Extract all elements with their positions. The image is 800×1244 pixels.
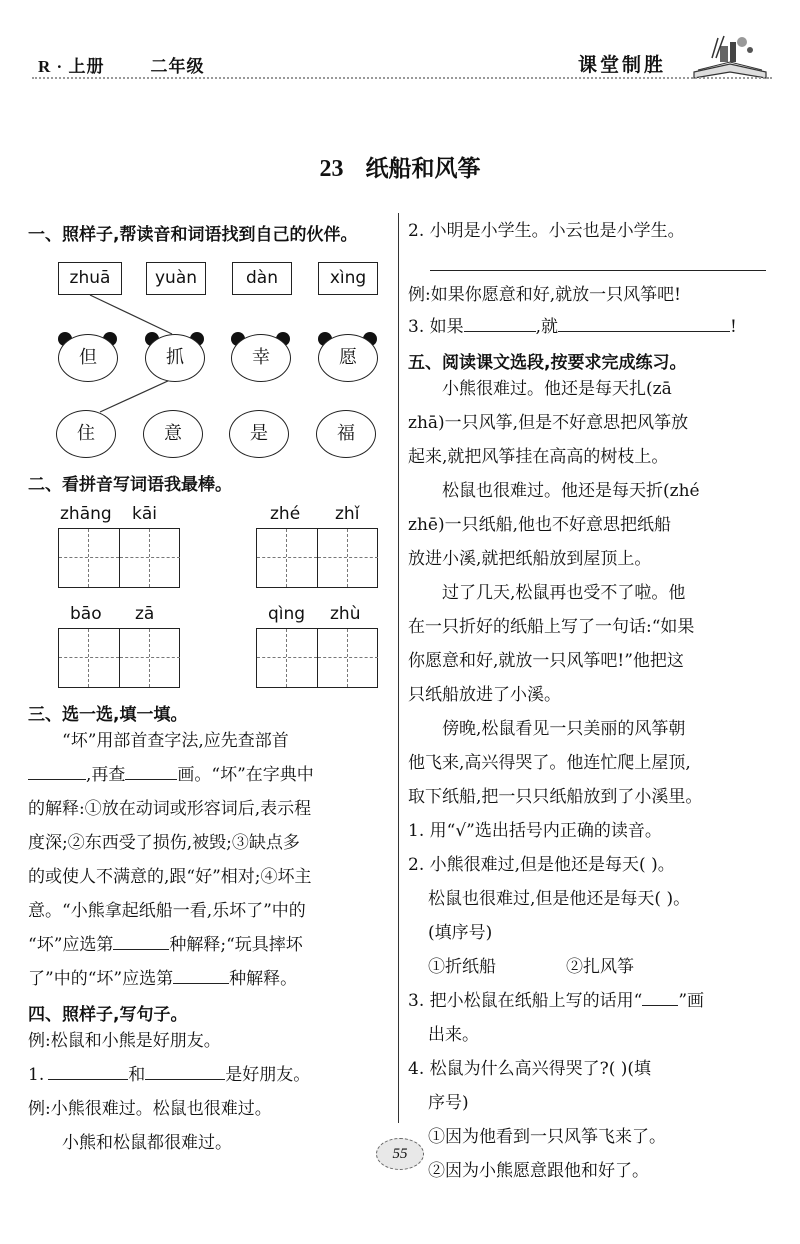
q3-body <box>28 724 390 996</box>
pinyin-text: zhé <box>270 504 301 524</box>
char-circle: 是 <box>229 410 289 458</box>
q3-line: “坏”用部首查字法,应先查部首 <box>62 731 289 751</box>
writing-grid[interactable] <box>256 628 378 688</box>
q3-line: 意。“小熊拿起纸船一看,乐坏了”中的 <box>28 901 306 921</box>
example-sentence: 例:小熊很难过。松鼠也很难过。 <box>28 1099 272 1119</box>
passage-line: 小熊很难过。他还是每天扎(zā <box>442 379 672 399</box>
passage-line: zhā)一只风筝,但是不好意思把风筝放 <box>408 413 689 433</box>
writing-grid[interactable] <box>58 528 180 588</box>
pinyin-text: kāi <box>132 504 157 524</box>
lesson-number: 23 <box>319 156 344 182</box>
q5-question: 4. 松鼠为什么高兴得哭了?( )(填 <box>408 1059 652 1079</box>
passage-line: zhē)一只纸船,他也不好意思把纸船 <box>408 515 672 535</box>
writing-grid[interactable] <box>58 628 180 688</box>
edition-label: R · 上册 <box>38 57 105 76</box>
pinyin-text: zhù <box>330 604 361 624</box>
q3-line: 的或使人不满意的,跟“好”相对;④坏主 <box>28 867 312 887</box>
passage-line: 过了几天,松鼠再也受不了啦。他 <box>442 583 686 603</box>
answer-blank[interactable] <box>48 1059 128 1080</box>
lesson-name: 纸船和风筝 <box>365 156 481 182</box>
q5-option: ①因为他看到一只风筝飞来了。 <box>428 1127 666 1147</box>
pinyin-box: dàn <box>232 262 292 295</box>
passage-line: 傍晚,松鼠看见一只美丽的风筝朝 <box>442 719 686 739</box>
q4-item-1: 1. 和 是好朋友。 <box>28 1058 390 1092</box>
answer-blank[interactable] <box>113 929 169 950</box>
q3-heading: 三、选一选,填一填。 <box>28 705 188 725</box>
q5-question: 出来。 <box>428 1025 479 1045</box>
char-circle: 福 <box>316 410 376 458</box>
pinyin-box: yuàn <box>146 262 206 295</box>
example-sentence: 小熊和松鼠都很难过。 <box>62 1133 232 1153</box>
q5-note: 序号) <box>428 1093 469 1113</box>
pinyin-text: zhāng <box>60 504 112 524</box>
q4-heading: 四、照样子,写句子。 <box>28 1005 188 1025</box>
q5-options <box>408 950 770 984</box>
passage-line: 起来,就把风筝挂在高高的树枝上。 <box>408 447 669 467</box>
pinyin-text: qìng <box>268 604 306 624</box>
char-circle: 愿 <box>318 334 378 382</box>
q5-option: ②因为小熊愿意跟他和好了。 <box>428 1161 649 1181</box>
q5-question: 3. 把小松鼠在纸船上写的话用“ ”画 <box>408 984 770 1018</box>
grade-label: 二年级 <box>150 57 205 76</box>
example-sentence: 例:如果你愿意和好,就放一只风筝吧! <box>408 285 681 305</box>
q5-question: 2. 小熊很难过,但是他还是每天( )。 <box>408 855 675 875</box>
char-circle: 幸 <box>231 334 291 382</box>
pinyin-text: zā <box>135 604 155 624</box>
option: ②扎风筝 <box>566 957 634 977</box>
q5-question: 1. 用“√”选出括号内正确的读音。 <box>408 821 662 841</box>
answer-blank[interactable] <box>125 759 177 780</box>
pinyin-text: zhǐ <box>335 504 360 524</box>
page-number: 55 <box>376 1138 424 1170</box>
answer-line[interactable] <box>430 270 766 271</box>
reading-passage <box>408 372 770 814</box>
q3-line: “坏”应选第 种解释;“玩具摔坏 <box>28 928 390 962</box>
q4-body <box>28 1024 390 1160</box>
answer-blank[interactable] <box>558 311 730 332</box>
pinyin-text: bāo <box>70 604 102 624</box>
option: ①折纸船 <box>428 957 496 977</box>
series-label: 课堂制胜 <box>578 54 667 76</box>
pinyin-box: xìng <box>318 262 378 295</box>
passage-line: 取下纸船,把一只只纸船放到了小溪里。 <box>408 787 703 807</box>
char-circle: 意 <box>143 410 203 458</box>
q3-line: 的解释:①放在动词或形容词后,表示程 <box>28 799 312 819</box>
passage-line: 放进小溪,就把纸船放到屋顶上。 <box>408 549 652 569</box>
q3-line: ,再查 画。“坏”在字典中 <box>28 758 390 792</box>
passage-line: 在一只折好的纸船上写了一句话:“如果 <box>408 617 695 637</box>
q5-question: 松鼠也很难过,但是他还是每天( )。 <box>428 889 691 909</box>
answer-blank[interactable] <box>145 1059 225 1080</box>
char-circle: 但 <box>58 334 118 382</box>
passage-line: 只纸船放进了小溪。 <box>408 685 561 705</box>
q2-heading: 二、看拼音写词语我最棒。 <box>28 475 232 495</box>
q3-line: 了”中的“坏”应选第 种解释。 <box>28 962 390 996</box>
q1-heading: 一、照样子,帮读音和词语找到自己的伙伴。 <box>28 225 358 245</box>
q3-line: 度深;②东西受了损伤,被毁;③缺点多 <box>28 833 300 853</box>
writing-grid[interactable] <box>256 528 378 588</box>
passage-line: 你愿意和好,就放一只风筝吧!”他把这 <box>408 651 684 671</box>
answer-blank[interactable] <box>464 311 536 332</box>
answer-blank[interactable] <box>173 963 229 984</box>
q4-item-2: 2. 小明是小学生。小云也是小学生。 <box>408 221 685 241</box>
pinyin-box: zhuā <box>58 262 122 295</box>
example-sentence: 例:松鼠和小熊是好朋友。 <box>28 1031 221 1051</box>
q5-note: (填序号) <box>428 923 493 943</box>
answer-blank[interactable] <box>642 985 678 1006</box>
q4-item-3: 3. 如果 ,就 ! <box>408 310 737 344</box>
char-circle: 住 <box>56 410 116 458</box>
answer-blank[interactable] <box>28 759 86 780</box>
passage-line: 他飞来,高兴得哭了。他连忙爬上屋顶, <box>408 753 691 773</box>
q5-heading: 五、阅读课文选段,按要求完成练习。 <box>408 353 687 373</box>
passage-line: 松鼠也很难过。他还是每天折(zhé <box>442 481 700 501</box>
char-circle: 抓 <box>145 334 205 382</box>
q5-questions <box>408 814 770 1188</box>
